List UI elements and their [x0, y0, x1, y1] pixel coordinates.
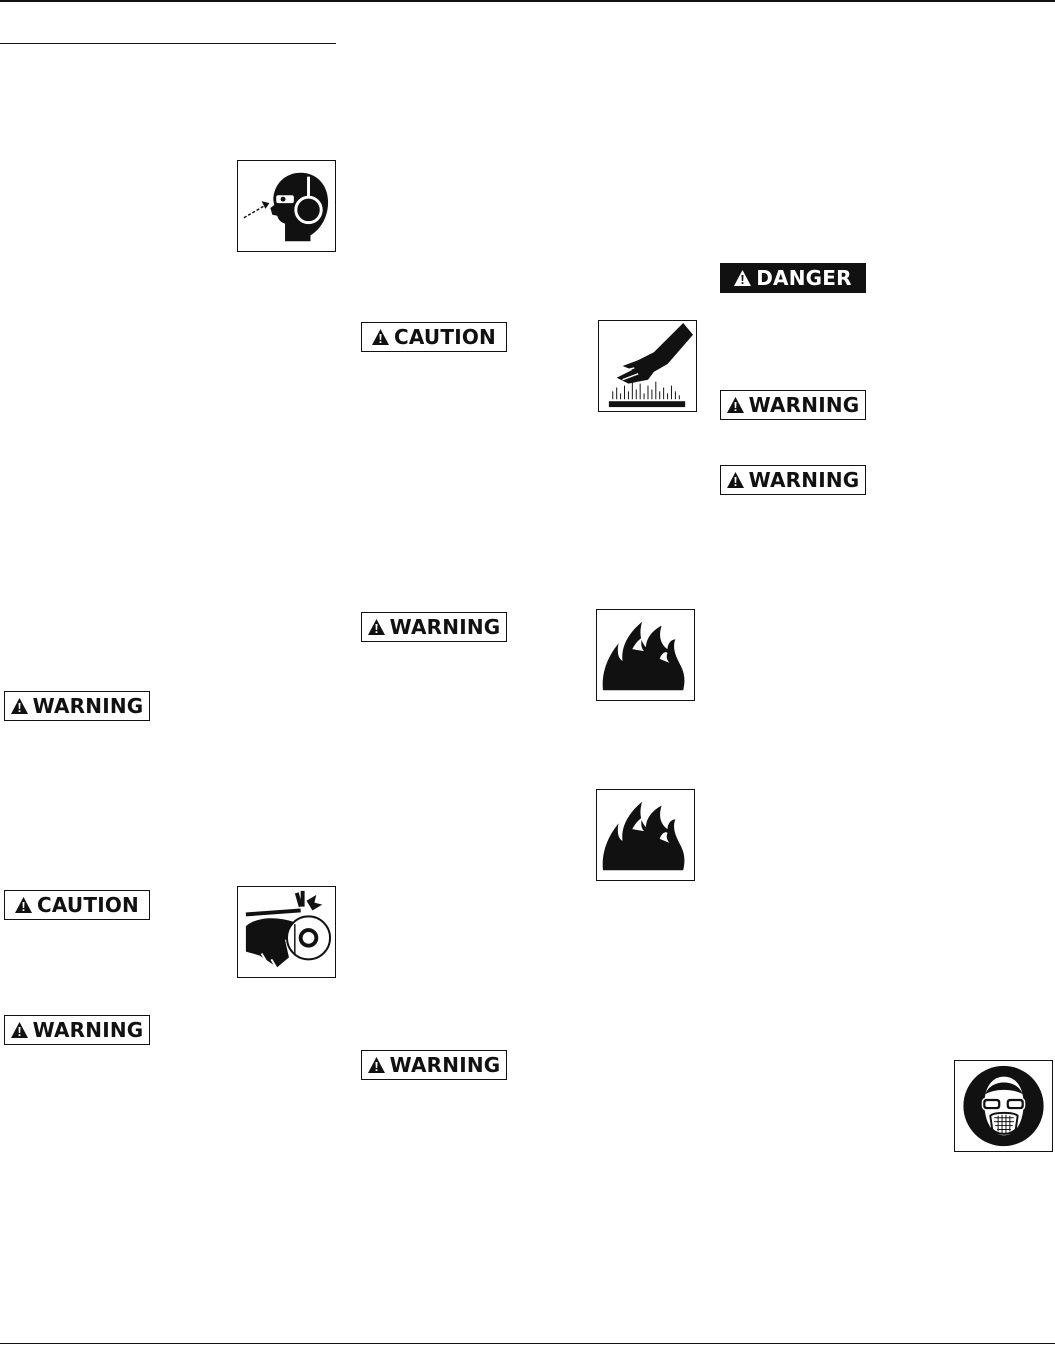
signal-word: WARNING [32, 1018, 144, 1042]
fire-hazard-icon [596, 609, 695, 701]
alert-triangle-icon [11, 698, 28, 714]
warning-label [720, 390, 866, 420]
caution-label [4, 890, 150, 920]
signal-word: CAUTION [393, 325, 496, 349]
alert-triangle-icon [727, 397, 744, 413]
warning-label [4, 1015, 150, 1045]
section-rule [0, 43, 336, 44]
hearing-eye-protection-icon [237, 160, 336, 252]
signal-word: WARNING [748, 393, 860, 417]
top-rule [0, 0, 1055, 2]
alert-triangle-icon [727, 472, 744, 488]
moving-parts-hand-hazard-icon [237, 886, 336, 978]
fire-hazard-icon [596, 789, 695, 881]
alert-triangle-icon [368, 619, 385, 635]
alert-triangle-icon [372, 329, 389, 345]
signal-word: WARNING [389, 1053, 501, 1077]
alert-triangle-icon [15, 897, 32, 913]
burn-hazard-icon [598, 320, 697, 412]
signal-word: WARNING [32, 694, 144, 718]
warning-label [361, 612, 507, 642]
caution-label [361, 322, 507, 352]
warning-label [720, 465, 866, 495]
warning-label [361, 1050, 507, 1080]
signal-word: WARNING [389, 615, 501, 639]
alert-triangle-icon [734, 270, 751, 286]
bottom-rule [0, 1343, 1055, 1344]
respirator-goggles-icon [954, 1060, 1053, 1152]
signal-word: CAUTION [36, 893, 139, 917]
danger-label [720, 263, 866, 293]
warning-label [4, 691, 150, 721]
alert-triangle-icon [368, 1057, 385, 1073]
signal-word: WARNING [748, 468, 860, 492]
signal-word: DANGER [756, 266, 852, 290]
alert-triangle-icon [11, 1022, 28, 1038]
